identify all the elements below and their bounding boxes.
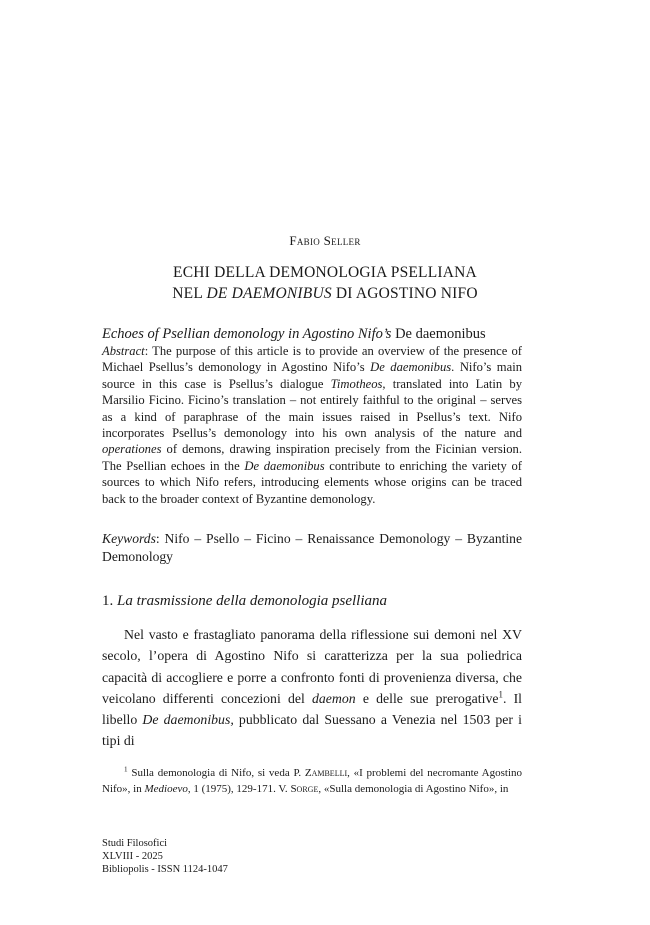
- english-title-italic: Echoes of Psellian demonology in Agostino Nifo’s: [102, 326, 392, 342]
- section-title: La trasmissione della demonologia pselliana: [117, 593, 387, 609]
- body-text-run: Nel vasto e frastagliato panorama della riflessione sui demoni nel XV secolo, l’opera di Agostino Nifo si caratterizza per la sua poliedrica capacità di accogliere e porre a confronto fonti di provenienza diversa, che veicolano differenti concezioni del: [102, 627, 522, 706]
- abstract-part-italic: operationes: [102, 442, 162, 457]
- footnote-text: , «I problemi del necromante Agostino Nifo», in: [102, 767, 522, 795]
- footnote: [102, 766, 522, 797]
- title-line-2-pre: NEL: [172, 285, 207, 302]
- footnote-ref[interactable]: 1: [498, 689, 503, 700]
- title-line-2: [0, 283, 650, 304]
- section-heading: [102, 591, 522, 611]
- body-text-italic: daemon: [311, 690, 356, 706]
- abstract-part: contribute to enriching the variety of sources to which Nifo refers, introducing elements whose origins can be traced back to the broader context of Byzantine demonology.: [102, 458, 522, 506]
- abstract-part: . Nifo’s main source in this case is Psellus’s dialogue: [102, 360, 522, 391]
- body-paragraph: [102, 624, 522, 752]
- english-title: [102, 325, 522, 343]
- journal-volume: XLVIII - 2025: [102, 850, 163, 862]
- title-line-1: ECHI DELLA DEMONOLOGIA PSELLIANA: [173, 264, 477, 281]
- abstract-part-italic: De daemonibus: [244, 458, 325, 473]
- journal-publisher: Bibliopolis - ISSN 1124-1047: [102, 863, 228, 875]
- abstract-part: : The purpose of this article is to provide an overview of the presence of Michael Psellus’s demonology in Agostino Nifo’s: [102, 344, 522, 375]
- title-line-2-post: DI AGOSTINO NIFO: [331, 285, 478, 302]
- abstract-part: translated into Latin by Marsilio Ficino. Ficino’s translation – not entirely faithful to the original – serves as a kind of paraphrase of the main issues raised in Psellus’s text. Nifo incorporates Psellus’s demonology into his own analysis of the nature and: [102, 376, 522, 441]
- abstract-block: [102, 325, 522, 507]
- section-number: 1.: [102, 593, 117, 609]
- journal-info: [102, 838, 228, 876]
- footnote-text: , «Sulla demonologia di Agostino Nifo», in: [318, 782, 509, 795]
- footnote-journal: Medioevo: [144, 782, 188, 795]
- abstract-part: of demons, drawing inspiration precisely from the Ficinian version. The Psellian echoes in the: [102, 442, 522, 473]
- abstract-label: Abstract: [102, 344, 145, 358]
- footnote-text: Sulla demonologia di Nifo, si veda P.: [127, 767, 305, 779]
- keywords: [102, 530, 522, 566]
- abstract-part-italic: Timotheos,: [330, 376, 386, 391]
- footnote-text: , 1 (1975), 129-171. V.: [187, 782, 291, 795]
- footnote-number: 1: [124, 765, 128, 774]
- article-title: [0, 262, 650, 304]
- title-line-2-italic: DE DAEMONIBUS: [206, 285, 332, 302]
- body-text-run: pubblicato dal Suessano a Venezia nel 1503 per i tipi di: [102, 712, 522, 749]
- keywords-text: : Nifo – Psello – Ficino – Renaissance Demonology – Byzantine Demonology: [102, 531, 522, 564]
- body-text-italic: De daemonibus,: [142, 712, 234, 728]
- body-text-run: e delle sue prerogative: [355, 690, 499, 706]
- author-name: Fabio Seller: [289, 233, 361, 248]
- footnote-author: Sorge: [290, 782, 319, 795]
- journal-name: Studi Filosofici: [102, 838, 168, 849]
- body-text-run: . Il libello: [102, 690, 523, 728]
- abstract-part-italic: De daemonibus: [370, 360, 452, 375]
- footnote-author: Zambelli: [304, 767, 348, 779]
- english-title-roman: De daemonibus: [391, 326, 486, 342]
- keywords-label: Keywords: [102, 531, 156, 546]
- abstract-text: [102, 343, 522, 507]
